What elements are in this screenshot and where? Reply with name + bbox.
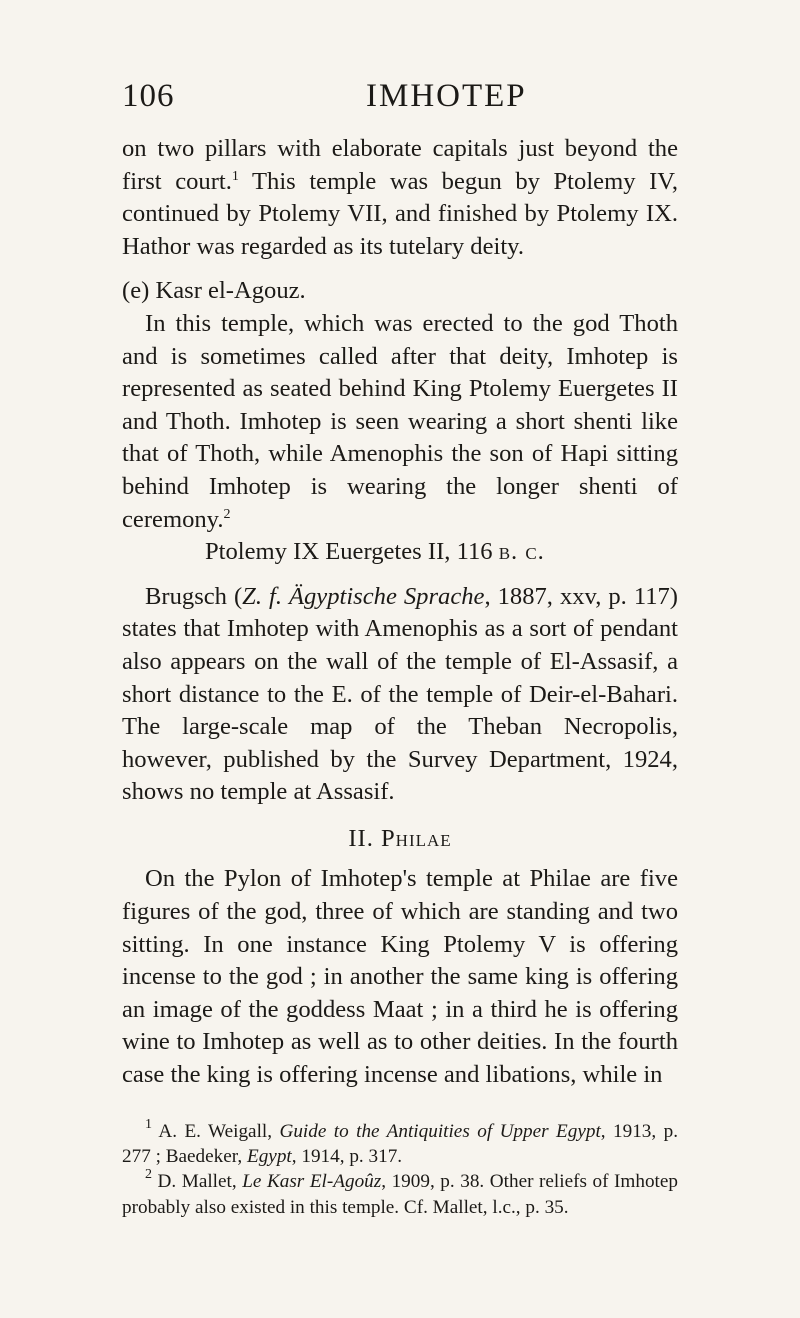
paragraph-brugsch: Brugsch (Z. f. Ägyptische Sprache, 1887, xxv, p. 117) states that Imhotep with Amenophis as a sort of pendant also appears on the wall of the temple of El-Assasif, a short distance to the E. of the temple of Deir-el-Bahari. The large-scale map of the Theban Necropolis, however, published by the Survey Department, 1924, shows no temple at Assasif. [122,582,678,806]
page-header [122,78,678,118]
paragraph-continuation: on two pillars with elaborate capitals just beyond the first court.$^1$ This temple was begun by Ptolemy IV, continued by Ptolemy VII, and finished by Ptolemy IX. Hathor was regarded as its tutelary deity. [122,135,678,260]
footnote-1: $^1$ A. E. Weigall, Guide to the Antiquities of Upper Egypt, 1913, p. 277 ; Baedeker, Egypt, 1914, p. 317. [122,1117,678,1168]
body-text [122,133,678,1092]
paragraph-kasr: In this temple, which was erected to the god Thoth and is sometimes called after that deity, Imhotep is represented as seated behind King Ptolemy Euergetes II and Thoth. Imhotep is seen wearing a short shenti like that of Thoth, while Amenophis the son of Hapi sitting behind Imhotep is wearing the longer shenti of ceremony.$^2$ [122,309,678,533]
page-number: 106 [122,78,175,114]
footnote-ref: 2 [223,506,231,522]
footnotes [122,1119,678,1220]
paragraph-philae: On the Pylon of Imhotep's temple at Philae are five figures of the god, three of which are standing and two sitting. In one instance King Ptolemy V is offering incense to the god ; in another the same king is offering an image of the goddess Maat ; in a third he is offering wine to Imhotep as well as to other deities. In the fourth case the king is offering incense and libations, while in [122,865,678,1089]
subsection-heading: (e) Kasr el-Agouz. [122,277,306,305]
footnote-2: $^2$ D. Mallet, Le Kasr El-Agoûz, 1909, p. 38. Other reliefs of Imhotep probably also existed in this temple. Cf. Mallet, l.c., p. 35. [122,1167,678,1218]
footnote-ref: 1 [231,168,239,184]
date-line: Ptolemy IX Euergetes II, 116 b. c. [205,538,545,566]
section-heading: II. Philae [348,824,452,852]
running-head: IMHOTEP [366,78,527,114]
